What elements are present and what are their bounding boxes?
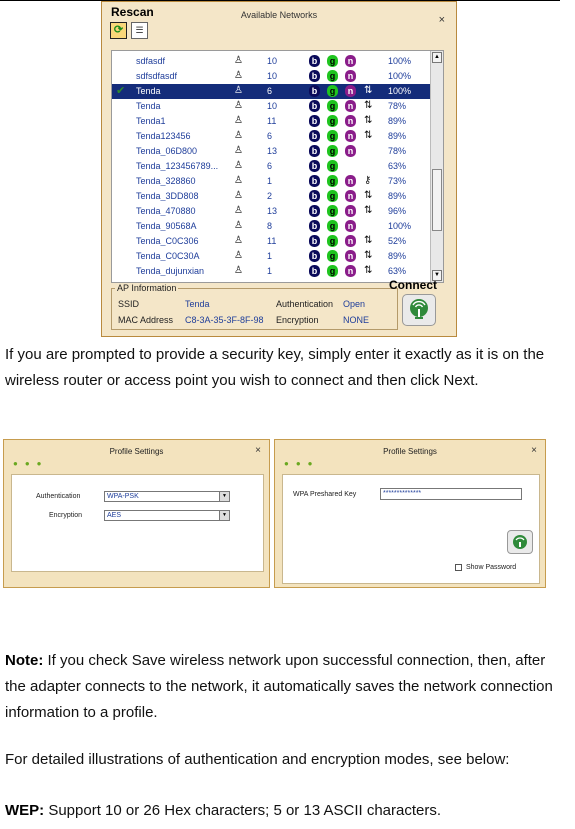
authentication-select[interactable] <box>104 491 230 502</box>
mode-b-badge: b <box>309 85 320 97</box>
mac-address-label: MAC Address <box>118 315 174 325</box>
mode-b-badge: b <box>309 220 320 232</box>
network-channel: 13 <box>267 146 278 156</box>
network-channel: 6 <box>267 86 273 96</box>
mode-n-badge: n <box>345 250 356 262</box>
encryption-label: Encryption <box>276 315 319 325</box>
signal-strength: 63% <box>388 266 407 276</box>
wireless-router-icon: ♙ <box>234 265 243 276</box>
wep-text: Support 10 or 26 Hex characters; 5 or 13 ASCII characters. <box>44 802 442 819</box>
wireless-router-icon: ♙ <box>234 55 243 66</box>
back-forward-nav-icon[interactable]: ●●● <box>284 459 320 468</box>
mode-g-badge: g <box>327 175 338 187</box>
signal-strength: 89% <box>388 131 407 141</box>
mode-b-badge: b <box>309 205 320 217</box>
mode-n-badge: n <box>345 265 356 277</box>
available-networks-window <box>101 1 457 337</box>
show-password-label: Show Password <box>466 564 517 571</box>
network-row[interactable] <box>112 204 431 219</box>
network-row[interactable] <box>112 99 431 114</box>
mode-g-badge: g <box>327 160 338 172</box>
network-row[interactable] <box>112 264 431 279</box>
network-row[interactable] <box>112 249 431 264</box>
network-row[interactable] <box>112 114 431 129</box>
network-channel: 11 <box>267 236 277 246</box>
signal-strength: 78% <box>388 146 407 156</box>
preshared-key-panel <box>282 474 540 584</box>
mode-g-badge: g <box>327 265 338 277</box>
mode-b-badge: b <box>309 145 320 157</box>
security-wps-icon: ⇅ <box>364 85 373 96</box>
mode-n-badge: n <box>345 115 356 127</box>
mode-g-badge: g <box>327 145 338 157</box>
note-text: If you check Save wireless network upon successful connection, then, after the adapter connects to the network, it automatically saves the network connection information to a profile. <box>5 652 553 721</box>
rescan-label: Rescan <box>111 5 154 19</box>
scroll-down-arrow-icon[interactable]: ▼ <box>432 270 442 281</box>
mode-n-badge: n <box>345 100 356 112</box>
mode-n-badge: n <box>345 220 356 232</box>
wireless-router-icon: ♙ <box>234 175 243 186</box>
signal-strength: 89% <box>388 251 407 261</box>
network-list[interactable] <box>111 50 444 283</box>
security-wps-icon: ⇅ <box>364 235 373 246</box>
scroll-up-arrow-icon[interactable]: ▲ <box>432 52 442 63</box>
encryption-select[interactable] <box>104 510 230 521</box>
wep-paragraph <box>5 798 570 824</box>
security-wps-icon: ⇅ <box>364 115 373 126</box>
mode-b-badge: b <box>309 115 320 127</box>
network-row[interactable] <box>112 174 431 189</box>
mode-b-badge: b <box>309 250 320 262</box>
mode-b-badge: b <box>309 130 320 142</box>
network-channel: 1 <box>267 176 273 186</box>
next-button[interactable] <box>507 530 533 554</box>
list-icon: ☰ <box>135 25 144 35</box>
wireless-router-icon: ♙ <box>234 235 243 246</box>
mode-b-badge: b <box>309 100 320 112</box>
mode-b-badge: b <box>309 55 320 67</box>
security-wps-icon: ⇅ <box>364 250 373 261</box>
wpa-preshared-key-label: WPA Preshared Key <box>293 491 357 498</box>
network-channel: 11 <box>267 116 277 126</box>
mode-g-badge: g <box>327 115 338 127</box>
mode-g-badge: g <box>327 250 338 262</box>
network-ssid: Tenda_3DD808 <box>136 191 199 201</box>
security-wps-icon: ⇅ <box>364 205 373 216</box>
mode-n-badge: n <box>345 235 356 247</box>
signal-strength: 100% <box>388 71 412 81</box>
encryption-value: NONE <box>343 315 370 325</box>
profile-settings-title: Profile Settings <box>109 447 164 456</box>
network-row[interactable] <box>112 129 431 144</box>
network-ssid: Tenda_123456789... <box>136 161 219 171</box>
network-channel: 6 <box>267 161 273 171</box>
signal-strength: 78% <box>388 101 407 111</box>
signal-strength: 100% <box>388 221 412 231</box>
wireless-router-icon: ♙ <box>234 70 243 81</box>
security-wps-icon: ⇅ <box>364 190 373 201</box>
network-row[interactable] <box>112 69 431 84</box>
scrollbar[interactable] <box>430 51 443 282</box>
back-forward-nav-icon[interactable]: ●●● <box>13 459 49 468</box>
network-channel: 10 <box>267 56 278 66</box>
network-ssid: Tenda123456 <box>136 131 191 141</box>
close-icon[interactable]: × <box>255 445 261 456</box>
mode-b-badge: b <box>309 265 320 277</box>
network-ssid: Tenda_328860 <box>136 176 196 186</box>
signal-strength: 89% <box>388 116 407 126</box>
show-password-checkbox[interactable] <box>455 564 462 571</box>
profile-settings-window-right <box>274 439 546 588</box>
security-wps-icon: ⇅ <box>364 130 373 141</box>
mode-g-badge: g <box>327 190 338 202</box>
ssid-label: SSID <box>118 299 140 309</box>
network-ssid: Tenda_dujunxian <box>136 266 205 276</box>
window-title: Available Networks <box>240 10 318 20</box>
wireless-router-icon: ♙ <box>234 145 243 156</box>
mode-g-badge: g <box>327 220 338 232</box>
network-ssid: sdfasdf <box>136 56 166 66</box>
rescan-button[interactable] <box>110 22 127 39</box>
wpa-preshared-key-input[interactable]: ************** <box>380 488 522 500</box>
encryption-select-value: AES <box>107 512 122 519</box>
security-wps-icon: ⇅ <box>364 100 373 111</box>
wireless-router-icon: ♙ <box>234 130 243 141</box>
network-row[interactable] <box>112 84 431 99</box>
security-wps-icon: ⇅ <box>364 265 373 276</box>
ap-information-legend: AP Information <box>117 283 177 293</box>
wireless-router-icon: ♙ <box>234 190 243 201</box>
wireless-router-icon: ♙ <box>234 220 243 231</box>
note-paragraph <box>5 648 570 726</box>
network-channel: 2 <box>267 191 273 201</box>
dropdown-arrow-icon[interactable]: ▼ <box>219 511 229 520</box>
close-icon[interactable]: × <box>531 445 537 456</box>
mode-g-badge: g <box>327 130 338 142</box>
mode-b-badge: b <box>309 235 320 247</box>
security-wps-icon: ⚷ <box>364 175 372 186</box>
connect-label: Connect <box>389 278 437 292</box>
ap-information-group <box>111 283 398 330</box>
mode-n-badge: n <box>345 175 356 187</box>
mode-n-badge: n <box>345 85 356 97</box>
mode-b-badge: b <box>309 190 320 202</box>
connected-check-icon: ✔ <box>116 85 126 97</box>
connect-button[interactable] <box>402 294 436 326</box>
network-row[interactable] <box>112 54 431 69</box>
network-channel: 8 <box>267 221 273 231</box>
network-ssid: Tenda1 <box>136 116 166 126</box>
mode-n-badge: n <box>345 145 356 157</box>
signal-strength: 100% <box>388 56 412 66</box>
mode-g-badge: g <box>327 85 338 97</box>
scroll-thumb[interactable] <box>432 169 442 231</box>
network-row[interactable] <box>112 234 431 249</box>
mode-n-badge: n <box>345 130 356 142</box>
network-channel: 13 <box>267 206 278 216</box>
mode-g-badge: g <box>327 205 338 217</box>
dropdown-arrow-icon[interactable]: ▼ <box>219 492 229 501</box>
network-row[interactable] <box>112 189 431 204</box>
network-ssid: Tenda_470880 <box>136 206 196 216</box>
wireless-router-icon: ♙ <box>234 85 243 96</box>
network-ssid: Tenda_06D800 <box>136 146 198 156</box>
wireless-connect-icon <box>403 295 435 325</box>
signal-strength: 96% <box>388 206 407 216</box>
network-ssid: Tenda_90568A <box>136 221 197 231</box>
profile-list-button[interactable] <box>131 22 148 39</box>
wireless-router-icon: ♙ <box>234 160 243 171</box>
network-channel: 6 <box>267 131 273 141</box>
network-row[interactable] <box>112 159 431 174</box>
wireless-router-icon: ♙ <box>234 250 243 261</box>
wireless-router-icon: ♙ <box>234 205 243 216</box>
network-row[interactable] <box>112 144 431 159</box>
network-ssid: Tenda <box>136 86 161 96</box>
network-ssid: Tenda_C0C306 <box>136 236 199 246</box>
mode-g-badge: g <box>327 70 338 82</box>
mode-b-badge: b <box>309 70 320 82</box>
network-ssid: sdfsdfasdf <box>136 71 178 81</box>
security-key-paragraph: If you are prompted to provide a security key, simply enter it exactly as it is on the wireless router or access point you wish to connect and then click Next. <box>5 346 545 389</box>
authentication-label: Authentication <box>36 493 81 500</box>
profile-settings-title: Profile Settings <box>383 447 437 456</box>
authentication-label: Authentication <box>276 299 334 309</box>
wireless-router-icon: ♙ <box>234 115 243 126</box>
network-row[interactable] <box>112 219 431 234</box>
network-ssid: Tenda_C0C30A <box>136 251 200 261</box>
authentication-select-value: WPA-PSK <box>107 493 139 500</box>
profile-settings-window-left <box>3 439 270 588</box>
wireless-router-icon: ♙ <box>234 100 243 111</box>
signal-strength: 100% <box>388 86 412 96</box>
signal-strength: 63% <box>388 161 407 171</box>
profile-settings-panel <box>11 474 264 572</box>
close-icon[interactable]: × <box>438 14 445 26</box>
network-channel: 1 <box>267 251 273 261</box>
authentication-value: Open <box>343 299 366 309</box>
mode-g-badge: g <box>327 100 338 112</box>
network-channel: 1 <box>267 266 273 276</box>
mode-n-badge: n <box>345 70 356 82</box>
mode-g-badge: g <box>327 55 338 67</box>
refresh-icon: ⟳ <box>113 24 124 36</box>
network-channel: 10 <box>267 101 278 111</box>
signal-strength: 73% <box>388 176 407 186</box>
mode-n-badge: n <box>345 190 356 202</box>
modes-intro-paragraph: For detailed illustrations of authentication and encryption modes, see below: <box>5 751 510 768</box>
network-ssid: Tenda <box>136 101 161 111</box>
mac-address-value: C8-3A-35-3F-8F-98 <box>185 315 264 325</box>
ssid-value: Tenda <box>185 299 210 309</box>
signal-strength: 89% <box>388 191 407 201</box>
signal-strength: 52% <box>388 236 407 246</box>
mode-g-badge: g <box>327 235 338 247</box>
note-label: Note: <box>5 652 44 669</box>
mode-n-badge: n <box>345 205 356 217</box>
mode-b-badge: b <box>309 175 320 187</box>
wireless-connect-icon <box>508 531 532 553</box>
mode-n-badge: n <box>345 55 356 67</box>
mode-b-badge: b <box>309 160 320 172</box>
encryption-label: Encryption <box>49 512 83 519</box>
wep-label: WEP: <box>5 802 45 819</box>
network-channel: 10 <box>267 71 278 81</box>
